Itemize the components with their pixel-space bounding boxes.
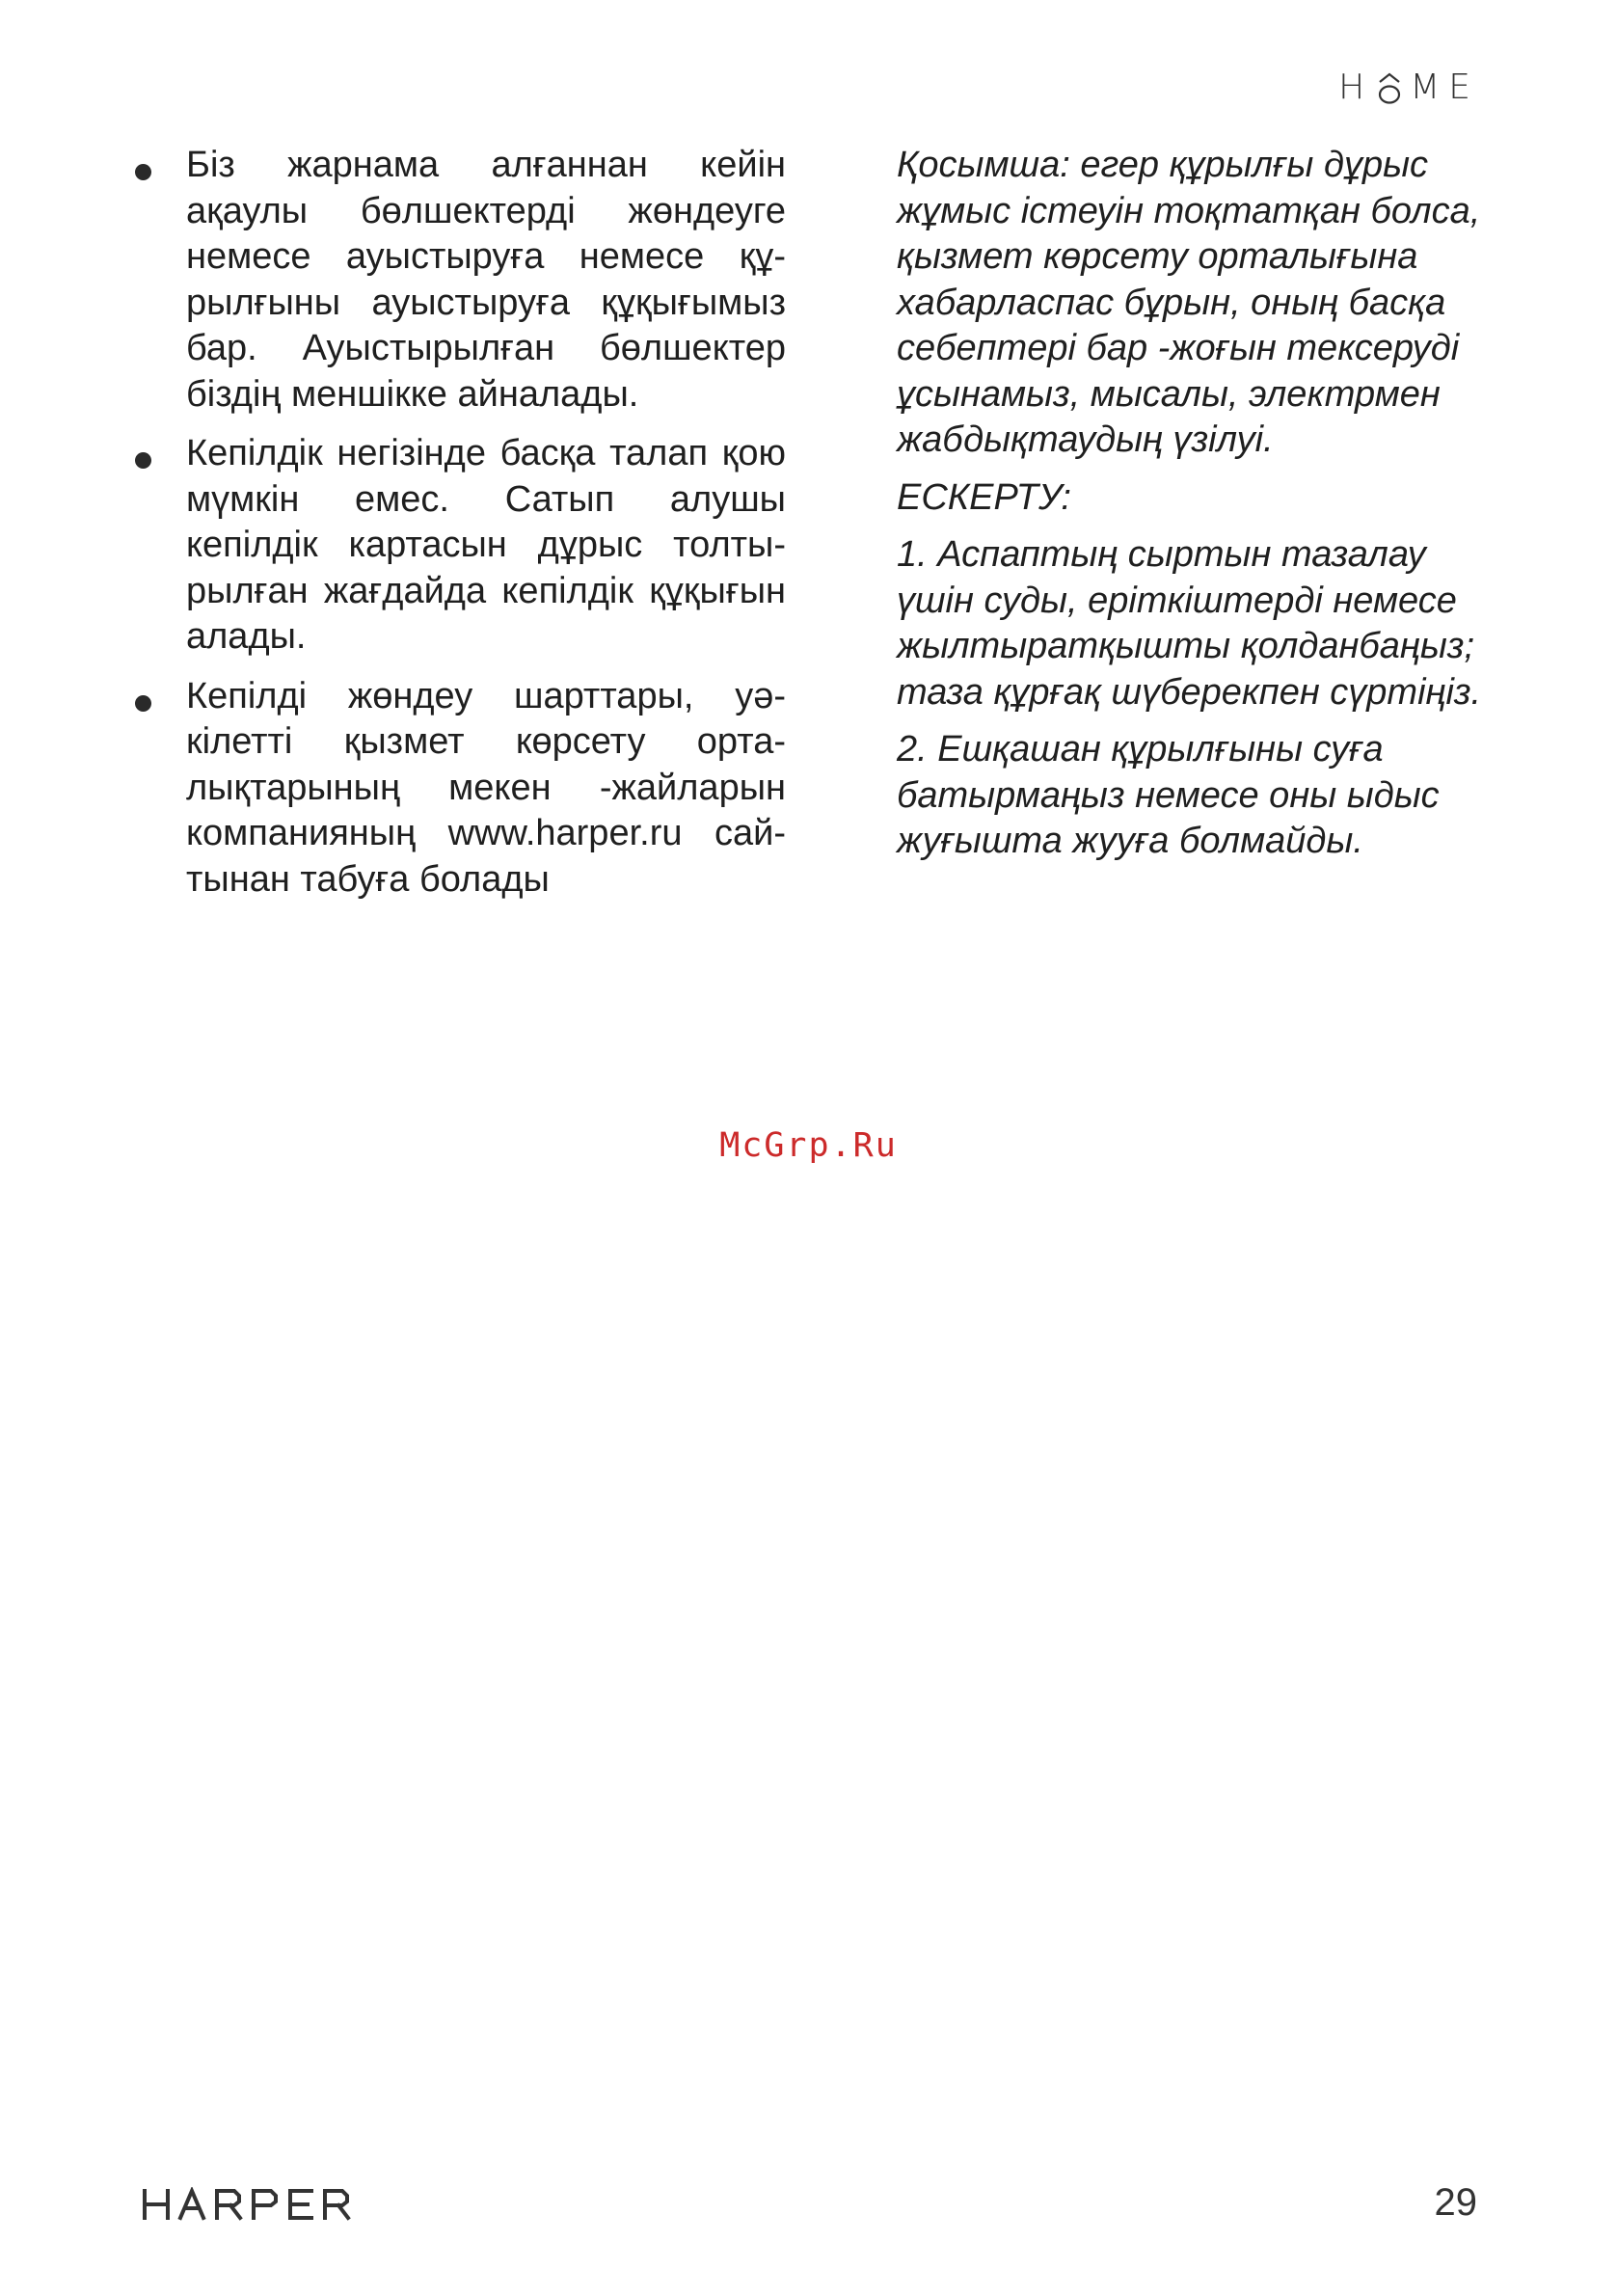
bullet-icon xyxy=(135,695,151,712)
warning-note-1: 1. Аспаптың сыртын тазалау үшін суды, еріткіштерді немесе жылтыратқышты қолданбаңыз; таза құрғақ шүберекпен сүртіңіз. xyxy=(897,534,1482,713)
page-number: 29 xyxy=(1434,2181,1477,2224)
list-item xyxy=(135,674,786,904)
house-o-icon xyxy=(1377,71,1402,104)
list-item-text: Кепілдік негізінде басқа талап қою мүмкін емес. Сатып алушы кепілдік картасын дұрыс толтырылған жағдайда кепілдік құқығын алады. xyxy=(186,433,786,657)
additional-info-paragraph: Қосымша: егер құрылғы дұрыс жұмыс істеуін тоқтатқан болса, қызмет көрсету орталығына хабарласпас бұрын, оның басқа себептері бар -жоғын тексеруді ұсынамыз, мысалы, электрмен жабдықтаудың үзілуі. xyxy=(897,145,1481,460)
harper-logo xyxy=(142,2187,354,2222)
warning-heading: ЕСКЕРТУ: xyxy=(897,476,1071,518)
brand-home-letter-h: H xyxy=(1338,68,1374,107)
list-item xyxy=(135,431,786,661)
left-column xyxy=(135,143,786,916)
list-item xyxy=(135,143,786,418)
watermark: McGrp.Ru xyxy=(719,1126,898,1165)
brand-home-logo xyxy=(1338,68,1479,107)
list-item-text: Кепілді жөндеу шарттары, уәкілетті қызмет көрсету орталықтарының мекен -жайларын компанияның www.harper.ru сайтынан табуға болады xyxy=(186,675,786,900)
bullet-icon xyxy=(135,164,151,180)
bullet-icon xyxy=(135,452,151,469)
brand-home-letters-me: ME xyxy=(1410,68,1479,107)
list-item-text: Біз жарнама алғаннан кейін ақаулы бөлшектерді жөндеуге немесе ауыстыруға немесе құрылғыны ауыстыруға құқығымыз бар. Ауыстырылған бөлшектер біздің меншікке айналады. xyxy=(186,145,786,415)
right-column xyxy=(897,143,1485,877)
warning-note-2: 2. Ешқашан құрылғыны суға батырмаңыз немесе оны ыдыс жуғышта жууға болмайды. xyxy=(897,729,1440,861)
